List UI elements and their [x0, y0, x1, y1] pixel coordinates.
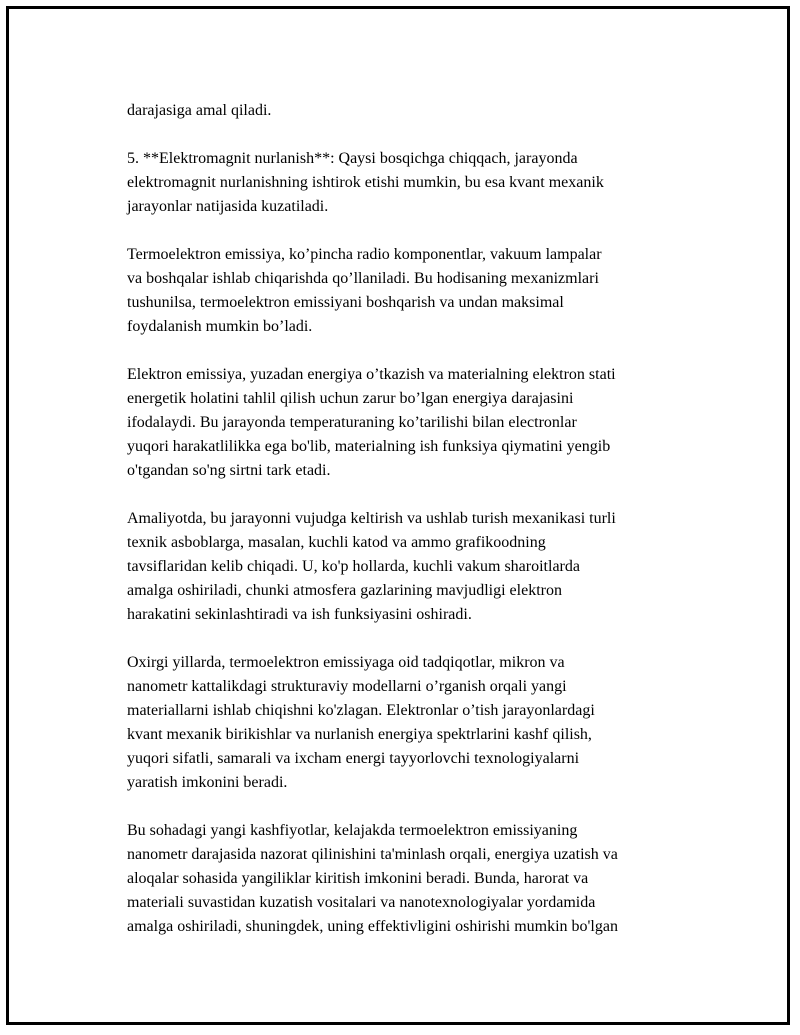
- paragraph: Bu sohadagi yangi kashfiyotlar, kelajakda termoelektron emissiyaning nanometr darajasida nazorat qilinishini ta'minlash orqali, energiya uzatish va aloqalar sohasida yangiliklar kiritish imkonini beradi. Bunda, harorat va materiali suvastidan kuzatish vositalari va nanotexnologiyalar yordamida amalga oshiriladi, shuningdek, uning effektivligini oshirishi mumkin bo'lgan: [127, 822, 618, 935]
- paragraph: darajasiga amal qiladi.: [127, 102, 272, 119]
- paragraph: Oxirgi yillarda, termoelektron emissiyaga oid tadqiqotlar, mikron va nanometr kattalikdagi strukturaviy modellarni o’rganish orqali yangi materiallarni ishlab chiqishni ko'zlagan. Elektronlar o’tish jarayonlardagi kvant mexanik birikishlar va nurlanish energiya spektrlarini kashf qilish, yuqori sifatli, samarali va ixcham energi tayyorlovchi texnologiyalarni yaratish imkonini beradi.: [127, 654, 595, 791]
- paragraph: Elektron emissiya, yuzadan energiya o’tkazish va materialning elektron stati energetik holatini tahlil qilish uchun zarur bo’lgan energiya darajasini ifodalaydi. Bu jarayonda temperaturaning ko’tarilishi bilan electronlar yuqori harakatlilikka ega bo'lib, materialning ish funksiya qiymatini yengib o'tgandan so'ng sirtni tark etadi.: [127, 366, 616, 479]
- paragraph: Amaliyotda, bu jarayonni vujudga keltirish va ushlab turish mexanikasi turli texnik asboblarga, masalan, kuchli katod va ammo grafikoodning tavsiflaridan kelib chiqadi. U, ko'p hollarda, kuchli vakum sharoitlarda amalga oshiriladi, chunki atmosfera gazlarining mavjudligi elektron harakatini sekinlashtiradi va ish funksiyasini oshiradi.: [127, 510, 616, 623]
- paragraph: Termoelektron emissiya, ko’pincha radio komponentlar, vakuum lampalar va boshqalar ishlab chiqarishda qo’llaniladi. Bu hodisaning mexanizmlari tushunilsa, termoelektron emissiyani boshqarish va undan maksimal foydalanish mumkin bo’ladi.: [127, 246, 602, 335]
- paragraph: 5. **Elektromagnit nurlanish**: Qaysi bosqichga chiqqach, jarayonda elektromagnit nurlanishning ishtirok etishi mumkin, bu esa kvant mexanik jarayonlar natijasida kuzatiladi.: [127, 150, 604, 215]
- document-body: [127, 99, 699, 939]
- page-frame: [6, 6, 790, 1025]
